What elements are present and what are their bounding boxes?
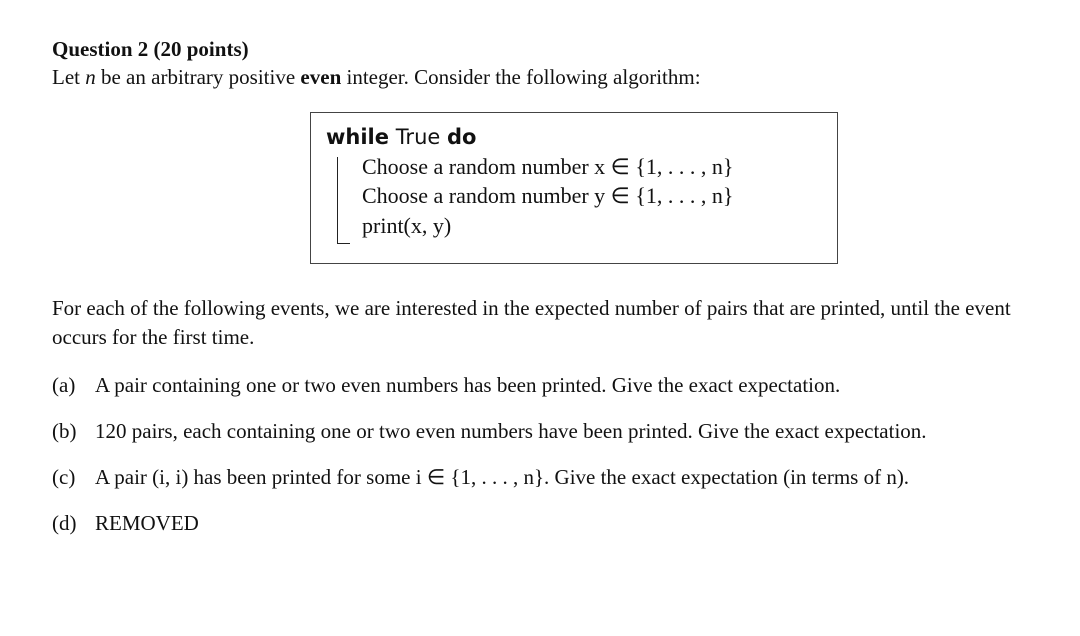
algorithm-box [310, 112, 838, 264]
intro-bold: even [300, 65, 342, 89]
sub-question-text: REMOVED [95, 511, 199, 535]
question-title: Question 2 (20 points) [52, 37, 249, 61]
sub-question-text: A pair (i, i) has been printed for some i ∈ {1, . . . , n}. Give the exact expectation (in terms of n). [95, 465, 910, 489]
sub-question-label: (d) [52, 511, 77, 535]
sub-question-label: (b) [52, 419, 77, 443]
question-page [52, 36, 1072, 535]
question-intro [52, 64, 1072, 90]
sub-question-text: 120 pairs, each containing one or two even numbers have been printed. Give the exact expectation. [95, 419, 927, 443]
sub-question-list [52, 371, 1070, 555]
sub-question-d [52, 509, 1070, 538]
while-keyword: while [326, 125, 389, 149]
do-keyword: do [446, 125, 477, 149]
sub-question-c [52, 463, 1070, 492]
sub-question-label: (c) [52, 465, 76, 489]
intro-pre: Let [52, 65, 86, 89]
algorithm-line-3: print(x, y) [362, 213, 452, 238]
sub-question-text: A pair containing one or two even numbers has been printed. Give the exact expectation. [95, 373, 841, 397]
sub-question-b [52, 417, 1070, 446]
events-paragraph: For each of the following events, we are interested in the expected number of pairs that are printed, until the event occurs for the first time. [52, 296, 1011, 349]
algorithm-line-2: Choose a random number y ∈ {1, . . . , n} [362, 183, 734, 208]
intro-post: integer. Consider the following algorithm: [341, 65, 701, 89]
intro-mid: be an arbitrary positive [95, 65, 301, 89]
loop-body-bracket [337, 157, 350, 244]
sub-question-a [52, 371, 1070, 400]
algorithm-line-1: Choose a random number x ∈ {1, . . . , n} [362, 154, 734, 179]
algorithm-header [326, 125, 476, 149]
sub-question-label: (a) [52, 373, 76, 397]
while-condition: True [395, 125, 441, 149]
intro-var: n [85, 65, 96, 89]
